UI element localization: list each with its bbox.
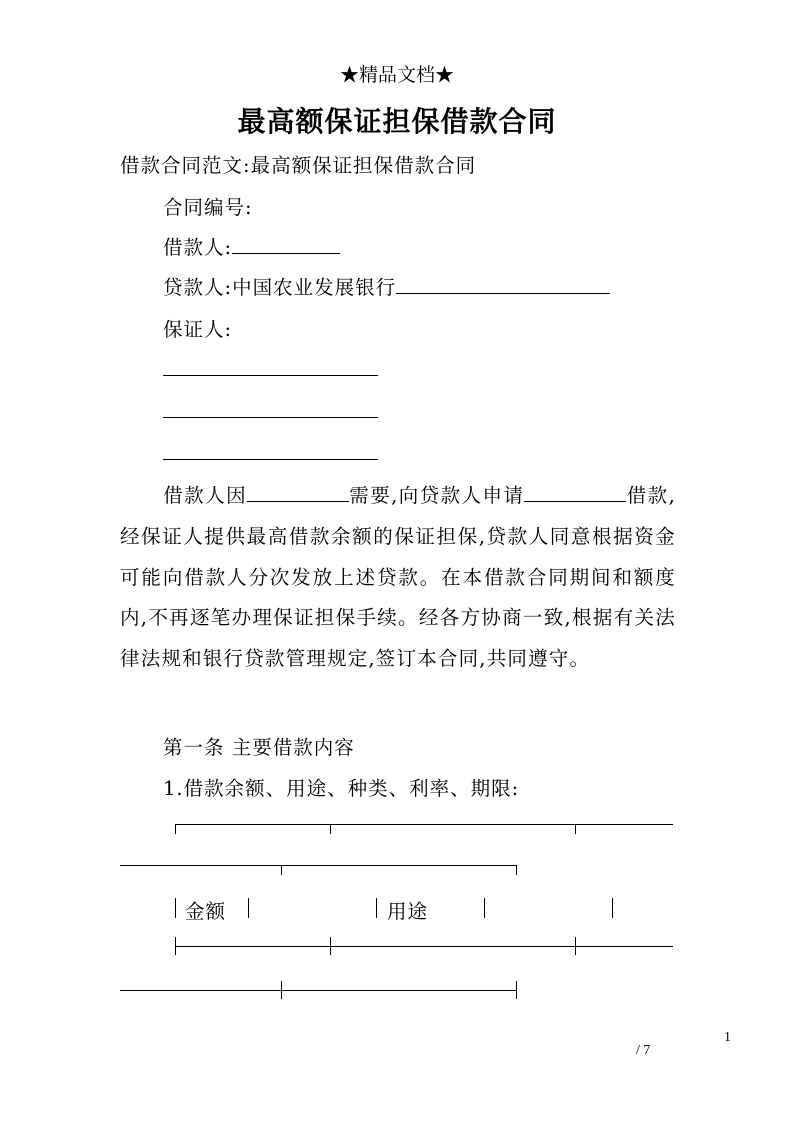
lender-label: 贷款人:中国农业发展银行: [163, 276, 397, 299]
header-label: ★精品文档★: [339, 64, 454, 86]
table-cross-2: [330, 937, 331, 955]
intro-text-1: 借款人因: [163, 484, 248, 507]
table-header-amount: 金额: [185, 900, 227, 923]
table-tick-4: [516, 865, 517, 875]
table-tick-2: [575, 824, 576, 834]
lender-blank: [396, 291, 610, 294]
page-total: / 7: [636, 1043, 651, 1058]
table-cell-border-2: [248, 898, 249, 918]
contract-number-label: 合同编号:: [163, 196, 253, 219]
page-number: 1: [724, 1030, 731, 1045]
table-tick-3: [281, 865, 282, 875]
table-header-purpose: 用途: [387, 900, 429, 923]
table-cross-5: [516, 981, 517, 999]
table-mid-border: [175, 946, 673, 947]
purpose-blank: [247, 499, 349, 502]
table-top-border: [175, 824, 673, 825]
table-tick-1: [330, 824, 331, 834]
table-cell-border-5: [612, 898, 613, 918]
intro-text-3: 借: [626, 484, 648, 507]
intro-paragraph: [120, 476, 676, 680]
table-cell-border-3: [376, 898, 377, 918]
table-cell-border-1: [175, 898, 176, 918]
item-1-heading: 1.借款余额、用途、种类、利率、期限:: [163, 777, 520, 800]
lender-field: [163, 272, 610, 300]
guarantor-label: 保证人:: [163, 318, 233, 341]
intro-text-rest: 款,经保证人提供最高借款余额的保证担保,贷款人同意根据资金可能向借款人分次发放上述贷款。在本借款合同期间和额度内,不再逐笔办理保证担保手续。经各方协商一致,根据有关法律法规和银行贷款管理规定,签订本合同,共同遵守。: [120, 484, 676, 671]
guarantor-blank-3: [163, 459, 378, 460]
table-top-border-2: [120, 865, 517, 866]
table-cross-4: [281, 981, 282, 999]
borrower-blank: [232, 251, 340, 254]
intro-text-2: 需要,向贷款人申请: [349, 484, 525, 507]
document-subtitle: 借款合同范文:最高额保证担保借款合同: [120, 154, 477, 177]
borrower-label: 借款人:: [163, 236, 233, 259]
borrower-field: [163, 232, 340, 260]
table-cross-1: [175, 937, 176, 955]
table-mid-border-2: [120, 990, 517, 991]
article-1-heading: 第一条 主要借款内容: [163, 736, 355, 759]
guarantor-blank-1: [163, 375, 378, 376]
amount-blank: [524, 499, 626, 502]
guarantor-blank-2: [163, 417, 378, 418]
document-title: 最高额保证担保借款合同: [237, 105, 557, 138]
table-cross-3: [575, 937, 576, 955]
table-corner-left: [175, 824, 176, 834]
table-cell-border-4: [484, 898, 485, 918]
